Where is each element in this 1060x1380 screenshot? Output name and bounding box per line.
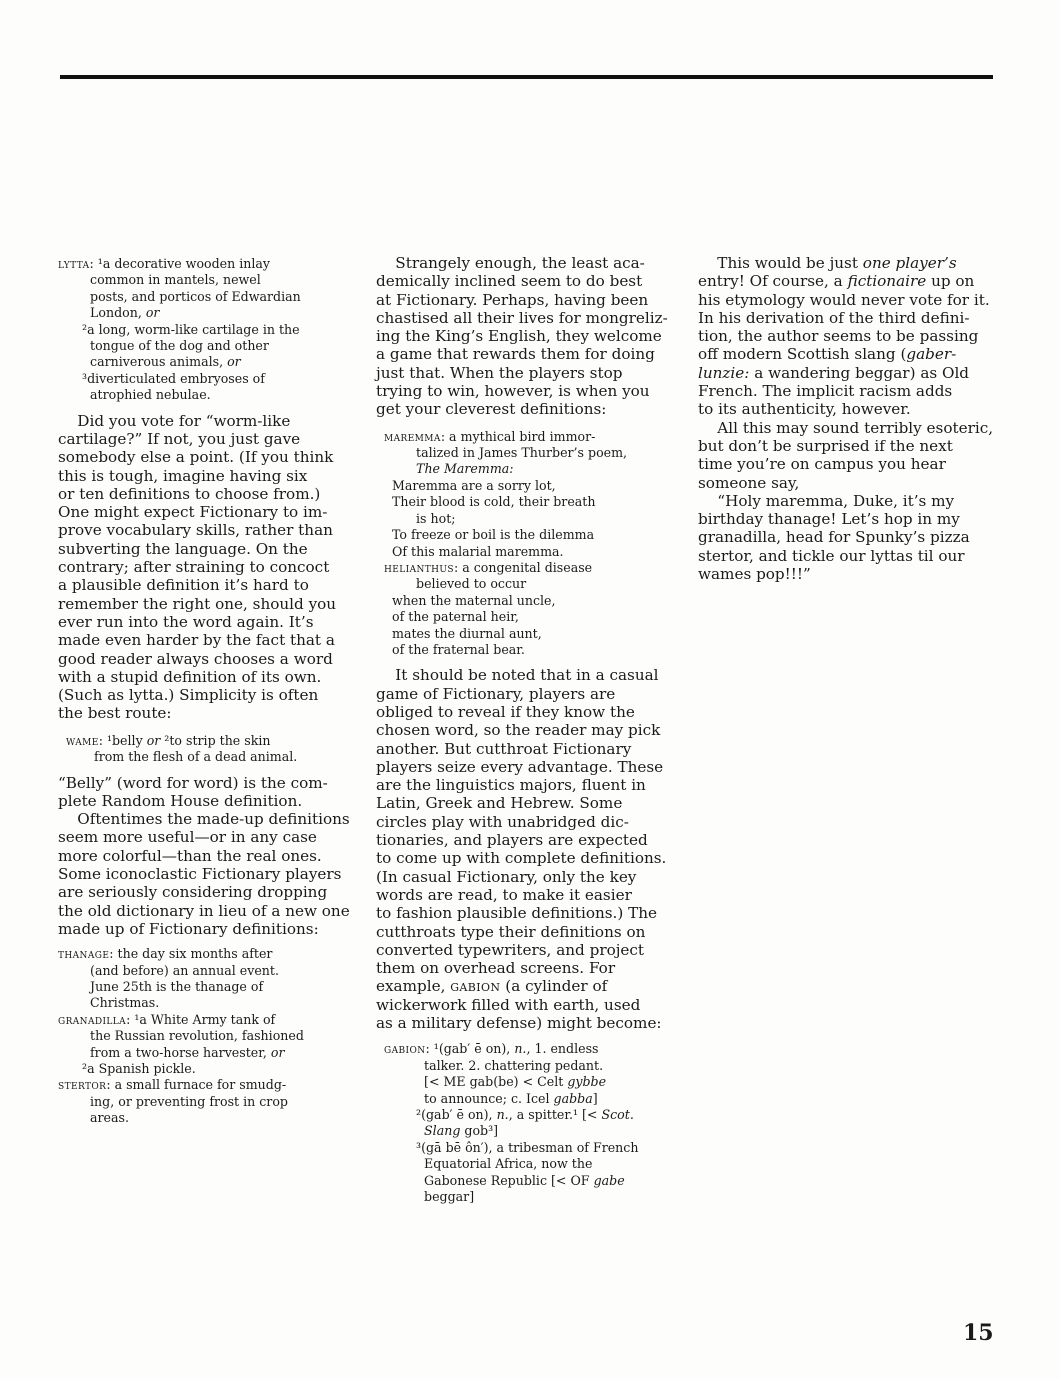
text-line: get your cleverest definitions: bbox=[376, 400, 607, 419]
text-line: ²a long, worm-like cartilage in the bbox=[58, 321, 300, 337]
text-line: the old dictionary in lieu of a new one bbox=[58, 901, 350, 920]
text-line: entry! Of course, a fictionaire up on bbox=[698, 272, 975, 291]
text-line: trying to win, however, is when you bbox=[376, 382, 650, 401]
text-line: the Russian revolution, fashioned bbox=[58, 1028, 304, 1044]
text-line: chastised all their lives for mongreliz- bbox=[376, 308, 668, 327]
paragraph-strangely bbox=[376, 254, 666, 419]
header-rule bbox=[60, 75, 993, 79]
text-line: Maremma are a sorry lot, bbox=[376, 477, 556, 493]
text-line: more colorful—than the real ones. bbox=[58, 846, 322, 865]
text-line: words are read, to make it easier bbox=[376, 885, 632, 904]
text-line: this is tough, imagine having six bbox=[58, 466, 308, 485]
text-line: or ten definitions to choose from.) bbox=[58, 484, 321, 503]
text-line: ²a Spanish pickle. bbox=[58, 1061, 196, 1077]
text-line: believed to occur bbox=[376, 576, 527, 592]
entry-thanage-granadilla-stertor bbox=[58, 946, 344, 1126]
text-line: atrophied nebulae. bbox=[58, 387, 211, 403]
text-line: In his derivation of the third defini- bbox=[698, 308, 970, 327]
paragraph-belly bbox=[58, 773, 350, 939]
text-line: mates the diurnal aunt, bbox=[376, 625, 542, 641]
text-line: of the fraternal bear. bbox=[376, 641, 525, 657]
text-line: contrary; after straining to concoct bbox=[58, 558, 330, 577]
text-line: another. But cutthroat Fictionary bbox=[376, 739, 632, 758]
text-line: This would be just one player’s bbox=[698, 254, 957, 272]
text-line: gabion: ¹(gab′ ē on), n., 1. endless bbox=[384, 1041, 599, 1057]
entry-wame bbox=[58, 733, 344, 766]
text-line: wames pop!!!” bbox=[698, 565, 811, 584]
text-line: French. The implicit racism adds bbox=[698, 382, 953, 401]
text-line: them on overhead screens. For bbox=[376, 959, 616, 978]
text-line: example, gabion (a cylinder of bbox=[376, 977, 608, 996]
text-line: Of this malarial maremma. bbox=[376, 543, 564, 559]
text-line: game of Fictionary, players are bbox=[376, 684, 616, 703]
text-line: ³diverticulated embryoses of bbox=[58, 370, 265, 386]
text-line: Strangely enough, the least aca- bbox=[376, 254, 645, 272]
text-line: tion, the author seems to be passing bbox=[698, 327, 979, 346]
text-line: ing, or preventing frost in crop bbox=[58, 1093, 288, 1109]
text-line: to come up with complete definitions. bbox=[376, 849, 667, 868]
text-line: prove vocabulary skills, rather than bbox=[58, 521, 333, 540]
text-line: with a stupid definition of its own. bbox=[58, 667, 322, 686]
text-line: at Fictionary. Perhaps, having been bbox=[376, 290, 649, 309]
text-line: talized in James Thurber’s poem, bbox=[376, 445, 628, 461]
text-line: converted typewriters, and project bbox=[376, 940, 645, 959]
column-1 bbox=[58, 254, 350, 1135]
text-line: ³(gā bē ôn′), a tribesman of French bbox=[376, 1139, 639, 1155]
text-line: but don’t be surprised if the next bbox=[698, 436, 953, 455]
entry-maremma-helianthus bbox=[376, 429, 666, 659]
text-line: made up of Fictionary definitions: bbox=[58, 919, 319, 938]
column-3 bbox=[698, 254, 994, 583]
text-line: cartilage?” If not, you just gave bbox=[58, 429, 301, 448]
text-line: Christmas. bbox=[58, 995, 160, 1011]
entry-lytta bbox=[58, 256, 344, 404]
text-line: demically inclined seem to do best bbox=[376, 272, 643, 291]
text-line: lunzie: a wandering beggar) as Old bbox=[698, 363, 970, 382]
entry-gabion bbox=[376, 1041, 666, 1205]
text-line: All this may sound terribly esoteric, bbox=[698, 418, 994, 437]
text-line: someone say, bbox=[698, 473, 800, 492]
text-line: Slang gob³] bbox=[424, 1123, 499, 1139]
text-line: is hot; bbox=[376, 510, 456, 526]
text-line: his etymology would never vote for it. bbox=[698, 290, 990, 309]
column-2 bbox=[376, 254, 666, 1213]
text-line: June 25th is the thanage of bbox=[58, 979, 264, 994]
text-line: to its authenticity, however. bbox=[698, 400, 911, 419]
text-line: time you’re on campus you hear bbox=[698, 455, 946, 474]
text-line: ²(gab′ ē on), n., a spitter.¹ [< Scot. bbox=[376, 1106, 634, 1122]
text-line: when the maternal uncle, bbox=[376, 592, 556, 608]
paragraph-vote bbox=[58, 412, 344, 723]
text-line: “Holy maremma, Duke, it’s my bbox=[698, 491, 955, 510]
page-number: 15 bbox=[963, 1320, 994, 1346]
text-line: from a two-horse harvester, or bbox=[58, 1044, 285, 1060]
text-line: circles play with unabridged dic- bbox=[376, 812, 629, 831]
text-line: from the flesh of a dead animal. bbox=[58, 749, 298, 765]
text-line: the best route: bbox=[58, 704, 172, 723]
text-line: Some iconoclastic Fictionary players bbox=[58, 865, 342, 883]
text-line: common in mantels, newel bbox=[58, 272, 261, 288]
text-line: The Maremma: bbox=[416, 461, 514, 477]
text-line: players seize every advantage. These bbox=[376, 757, 664, 776]
paragraph-casual-game bbox=[376, 666, 666, 1032]
text-line: wame: ¹belly or ²to strip the skin bbox=[66, 732, 271, 748]
text-line: lytta: ¹a decorative wooden inlay bbox=[58, 256, 271, 271]
text-line: off modern Scottish slang (gaber- bbox=[698, 345, 957, 364]
text-line: granadilla: ¹a White Army tank of bbox=[58, 1011, 276, 1027]
text-line: stertor, and tickle our lyttas til our bbox=[698, 546, 965, 565]
text-line: good reader always chooses a word bbox=[58, 649, 333, 668]
text-line: a game that rewards them for doing bbox=[376, 345, 655, 364]
text-line: a plausible definition it’s hard to bbox=[58, 576, 309, 595]
text-line: cutthroats type their definitions on bbox=[376, 922, 646, 941]
text-line: chosen word, so the reader may pick bbox=[376, 721, 661, 740]
text-line: To freeze or boil is the dilemma bbox=[376, 527, 595, 543]
text-line: Did you vote for “worm-like bbox=[58, 411, 291, 430]
text-line: posts, and porticos of Edwardian bbox=[58, 288, 301, 304]
text-line: to fashion plausible definitions.) The bbox=[376, 904, 658, 923]
text-line: plete Random House definition. bbox=[58, 791, 303, 810]
text-line: carniverous animals, or bbox=[58, 354, 241, 370]
text-line: areas. bbox=[58, 1110, 129, 1126]
text-line: Equatorial Africa, now the bbox=[376, 1156, 593, 1172]
text-line: granadilla, head for Spunky’s pizza bbox=[698, 528, 970, 547]
text-line: (In casual Fictionary, only the key bbox=[376, 867, 637, 886]
text-line: are the linguistics majors, fluent in bbox=[376, 776, 646, 795]
text-line: wickerwork filled with earth, used bbox=[376, 995, 641, 1014]
text-line: ever run into the word again. It’s bbox=[58, 612, 314, 631]
text-line: of the paternal heir, bbox=[376, 609, 519, 625]
text-line: seem more useful—or in any case bbox=[58, 828, 317, 847]
text-line: stertor: a small furnace for smudg- bbox=[58, 1077, 287, 1093]
text-line: Gabonese Republic [< OF gabe bbox=[376, 1172, 625, 1188]
text-line: birthday thanage! Let’s hop in my bbox=[698, 510, 960, 529]
text-line: subverting the language. On the bbox=[58, 539, 308, 558]
text-line: Oftentimes the made-up definitions bbox=[58, 810, 350, 829]
text-line: One might expect Fictionary to im- bbox=[58, 503, 328, 522]
text-line: are seriously considering dropping bbox=[58, 883, 328, 902]
text-line: to announce; c. Icel gabba] bbox=[376, 1090, 598, 1106]
text-line: somebody else a point. (If you think bbox=[58, 448, 334, 467]
paragraph-one-player bbox=[698, 254, 994, 583]
text-line: beggar] bbox=[376, 1188, 475, 1204]
text-line: tionaries, and players are expected bbox=[376, 831, 648, 850]
text-line: [< ME gab(be) < Celt gybbe bbox=[376, 1074, 607, 1090]
text-line: ing the King’s English, they welcome bbox=[376, 327, 662, 346]
text-line: (and before) an annual event. bbox=[58, 962, 279, 978]
text-line: obliged to reveal if they know the bbox=[376, 702, 635, 721]
text-line: just that. When the players stop bbox=[376, 363, 623, 382]
text-line: talker. 2. chattering pedant. bbox=[376, 1057, 604, 1073]
text-line: as a military defense) might become: bbox=[376, 1014, 662, 1032]
text-line: thanage: the day six months after bbox=[58, 946, 273, 962]
text-line: “Belly” (word for word) is the com- bbox=[58, 773, 328, 792]
text-line: tongue of the dog and other bbox=[58, 338, 269, 354]
text-line: remember the right one, should you bbox=[58, 594, 337, 613]
text-line: London, or bbox=[58, 305, 160, 321]
text-line: (Such as lytta.) Simplicity is often bbox=[58, 686, 319, 705]
text-line: It should be noted that in a casual bbox=[376, 666, 659, 685]
text-line: maremma: a mythical bird immor- bbox=[384, 428, 596, 444]
text-line: helianthus: a congenital disease bbox=[384, 559, 593, 575]
text-line: made even harder by the fact that a bbox=[58, 631, 335, 650]
text-line: Their blood is cold, their breath bbox=[376, 494, 596, 510]
text-line: Latin, Greek and Hebrew. Some bbox=[376, 794, 623, 813]
